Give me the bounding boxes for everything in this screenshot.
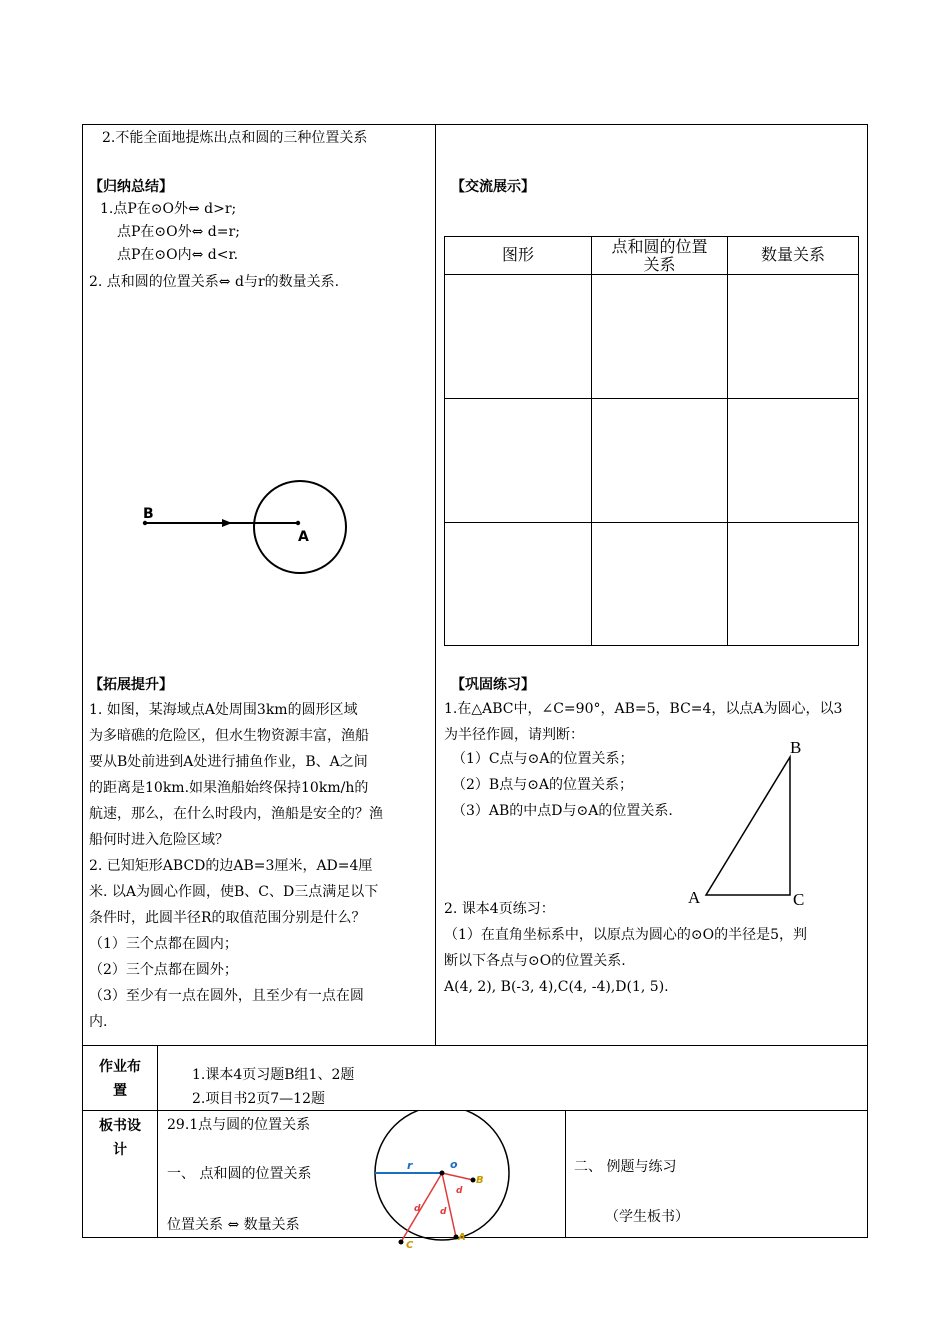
- board-label: 板书设 计: [99, 1118, 141, 1158]
- danger-circle: [254, 481, 346, 573]
- summary-line-3: 点P在⊙O内⇔ d<r.: [117, 247, 239, 263]
- direction-arrow-icon: [222, 519, 232, 527]
- triangle-label-b: B: [790, 738, 802, 757]
- label-a: A: [458, 1232, 466, 1243]
- board-column-divider: [565, 1110, 566, 1238]
- homework-label: 作业布 置: [99, 1059, 141, 1099]
- label-d-2: d: [440, 1207, 447, 1217]
- label-column-divider: [157, 1045, 158, 1238]
- board-title: 29.1点与圆的位置关系: [167, 1117, 311, 1133]
- label-b: B: [476, 1175, 484, 1186]
- frame-right: [867, 124, 868, 1238]
- triangle-label-c: C: [793, 890, 805, 909]
- label-b: B: [143, 506, 154, 522]
- board-relation: 位置关系 ⇔ 数量关系: [167, 1217, 300, 1233]
- board-student: （学生板书）: [605, 1209, 689, 1225]
- triangle-abc: [706, 757, 790, 895]
- homework-item-2: 2.项目书2页7—12题: [192, 1091, 325, 1107]
- point-b-dot: [471, 1178, 476, 1183]
- point-c-dot: [399, 1240, 404, 1245]
- right-triangle-figure: [680, 735, 820, 910]
- exchange-heading: 【交流展示】: [451, 179, 535, 195]
- extension-text: 1. 如图，某海域点A处周围3km的圆形区域 为多暗礁的危险区，但水生物资源丰富，渔船 要从B处前进到A处进行捕鱼作业，B、A之间 的距离是10km.如果渔船始终保持10km/h的 航速，那么，在什么时段内，渔船是安全的？渔 船何时进入危险区域？ 2. 已知矩形ABCD的边AB=3厘米，AD=4厘 米. 以A为圆心作圆，使B、C、D三点满足以下 条件时，此圆半径R的取值范围分别是什么？ （1）三个点都在圆内； （2）三个点都在圆外； （3）至少有一点在圆外，且至少有一点在圆 内.: [89, 702, 383, 1030]
- table-header-position: 点和圆的位置 关系: [611, 237, 708, 274]
- summary-line-2: 点P在⊙O外⇔ d=r;: [117, 224, 240, 240]
- label-r: r: [407, 1159, 413, 1172]
- practice-item-2: 2. 课本4页练习： （1）在直角坐标系中，以原点为圆心的⊙O的半径是5，判 断以下各点与⊙O的位置关系. A(4, 2), B(-3, 4),C(4, -4),D(1, 5).: [444, 901, 808, 995]
- board-part-2: 二、 例题与练习: [574, 1159, 677, 1175]
- practice-intro: 1.在△ABC中，∠C=90°，AB=5，BC=4，以点A为圆心，以3 为半径作圆，请判断：: [444, 701, 843, 743]
- board-circle-figure: [370, 1110, 520, 1250]
- label-d-3: d: [414, 1204, 421, 1214]
- table-header-quantity: 数量关系: [760, 245, 825, 264]
- summary-line-4: 2. 点和圆的位置关系⇔ d与r的数量关系.: [89, 274, 340, 290]
- ship-circle-figure: [130, 475, 360, 580]
- practice-subquestions: （1）C点与⊙A的位置关系； （2）B点与⊙A的位置关系； （3）AB的中点D与⊙A的位置关系.: [452, 751, 673, 819]
- homework-top-line: [82, 1045, 868, 1046]
- board-part-1: 一、 点和圆的位置关系: [167, 1166, 312, 1182]
- label-a: A: [298, 529, 309, 545]
- label-c: C: [406, 1240, 414, 1250]
- triangle-label-a: A: [688, 888, 701, 907]
- frame-top: [82, 124, 868, 125]
- point-a-dot: [296, 521, 300, 525]
- center-o-dot: [440, 1171, 445, 1176]
- column-divider: [435, 124, 436, 1046]
- label-d-1: d: [456, 1186, 463, 1196]
- practice-heading: 【巩固练习】: [451, 677, 535, 693]
- missing-item-2: 2.不能全面地提炼出点和圆的三种位置关系: [102, 130, 368, 146]
- homework-item-1: 1.课本4页习题B组1、2题: [192, 1067, 355, 1083]
- extension-heading: 【拓展提升】: [89, 677, 173, 693]
- table-header-shape: 图形: [501, 245, 534, 264]
- summary-line-1: 1.点P在⊙O外⇔ d>r;: [100, 201, 237, 217]
- label-o: o: [450, 1158, 458, 1171]
- summary-heading: 【归纳总结】: [89, 179, 173, 195]
